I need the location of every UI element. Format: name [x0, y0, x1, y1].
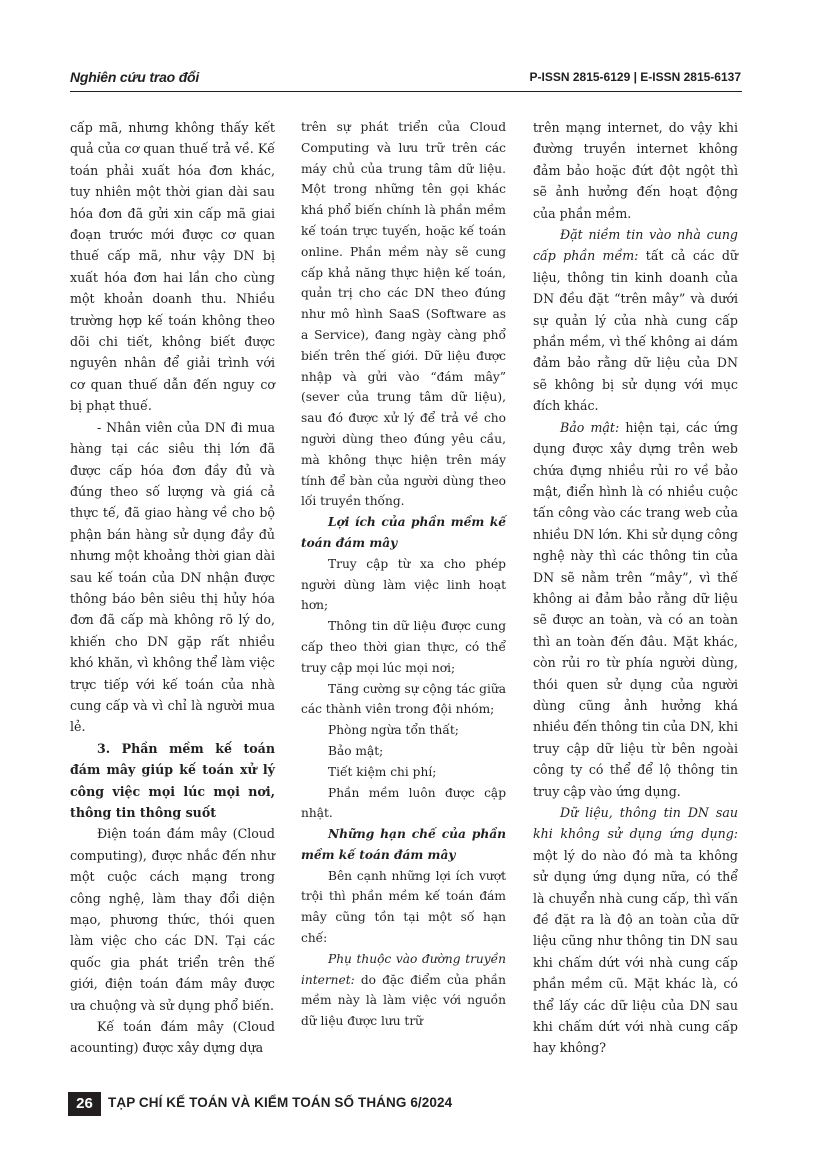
running-header [0, 66, 819, 90]
paragraph: - Nhân viên của DN đi mua hàng tại các siêu thị lớn đã được cấp hóa đơn đầy đủ và đúng theo số lượng và giá cả thực tế, đã giao hàng về cho bộ phận bán hàng sử dụng đầy đủ nhưng một khoảng thời gian dài sau kế toán của DN nhận được thông báo bên siêu thị hủy hóa đơn đã cấp mà không rõ lý do, khiến cho DN gặp rất nhiều khó khăn, vì không thể làm việc trực tiếp với kế toán của nhà cung cấp và vì chỉ là người mua lẻ. [70, 419, 275, 735]
benefit-item: Tăng cường sự cộng tác giữa các thành viên trong đội nhóm; [301, 681, 506, 717]
paragraph: Kế toán đám mây (Cloud acounting) được xây dựng dựa [70, 1019, 275, 1056]
paragraph [301, 949, 506, 1032]
paragraph-body: một lý do nào đó mà ta không sử dụng ứng dụng nữa, có thể là chuyển nhà cung cấp, thì vấn đề đặt ra là độ an toàn của dữ liệu cũng như thông tin DN sau khi chấm dứt với nhà cung cấp phần mềm cũ. Mặt khác là, có thể lấy các dữ liệu của DN sau khi chấm dứt với nhà cung cấp hay không? [533, 847, 738, 1056]
paragraph: trên sự phát triển của Cloud Computing và lưu trữ trên các máy chủ của trung tâm dữ liệu. Một trong những tên gọi khác khá phổ biến chính là phần mềm kế toán trực tuyến, hoặc kế toán online. Phần mềm này sẽ cung cấp khả năng thực hiện kế toán, quản trị cho các DN theo đúng như mô hình SaaS (Software as a Service), đang ngày càng phổ biến trên thế giới. Dữ liệu được nhập và gửi vào “đám mây” (sever của trung tâm dữ liệu), sau đó được xử lý để trả về cho người dùng theo đúng yêu cầu, mà không thực hiện trên máy tính để bàn của người dùng theo lối truyền thống. [301, 120, 506, 509]
benefit-item: Bảo mật; [328, 743, 384, 758]
paragraph: trên mạng internet, do vậy khi đường truyền internet không đảm bảo hoặc đứt đột ngột thì sẽ ảnh hưởng đến hoạt động của phần mềm. [533, 120, 738, 221]
paragraph-lead: Đặt niềm tin vào nhà cung cấp phần mềm: [533, 227, 738, 264]
paragraph-body: hiện tại, các ứng dụng được xây dựng trên web chứa đựng nhiều rủi ro về bảo mật, điển hình là có nhiều cuộc tấn công vào các trang web của nhiều DN lớn. Khi sử dụng công nghệ này thì các thông tin của DN sẽ nằm trên “mây”, vì thế không ai đảm bảo rằng dữ liệu sẽ được an toàn, và có an toàn thì an toàn đến đâu. Mặt khác, còn rủi ro từ phía người dùng, thói quen sử dụng của người dùng cũng ảnh hưởng khá nhiều đến thông tin của DN, khi truy cập dữ liệu từ bên ngoài công ty có thể để lộ thông tin truy cập vào ứng dụng. [533, 419, 739, 799]
section-heading: 3. Phần mềm kế toán đám mây giúp kế toán xử lý công việc mọi lúc mọi nơi, thông tin thông suốt [70, 740, 275, 820]
subheading-benefits: Lợi ích của phần mềm kế toán đám mây [301, 515, 506, 550]
paragraph [533, 417, 738, 802]
benefit-item: Phòng ngừa tổn thất; [328, 723, 459, 738]
paragraph [533, 224, 738, 417]
page-number: 26 [68, 1092, 101, 1116]
paragraph-lead: Bảo mật: [560, 419, 620, 435]
column-2 [301, 117, 506, 1077]
paragraph [533, 802, 738, 1059]
benefit-item: Phần mềm luôn được cập nhật. [301, 785, 506, 821]
paragraph: Bên cạnh những lợi ích vượt trội thì phần mềm kế toán đám mây cũng tồn tại một số hạn chế: [301, 868, 506, 946]
running-footer [0, 1092, 819, 1120]
benefit-item: Truy cập từ xa cho phép người dùng làm việc linh hoạt hơn; [301, 556, 506, 613]
paragraph-body: tất cả các dữ liệu, thông tin kinh doanh của DN đều đặt “trên mây” và dưới sự quản lý của nhà cung cấp phần mềm, vì thế không ai dám đảm bảo rằng dữ liệu của DN sẽ không bị sử dụng với mục đích khác. [533, 248, 739, 414]
paragraph-lead: Dữ liệu, thông tin DN sau khi không sử dụng ứng dụng: [533, 805, 738, 842]
header-rule [70, 91, 742, 92]
paragraph-lead: Phụ thuộc vào đường truyền internet: [301, 951, 506, 987]
issn-label: P-ISSN 2815-6129 | E-ISSN 2815-6137 [529, 70, 741, 84]
paragraph: cấp mã, nhưng không thấy kết quả của cơ quan thuế trả về. Kế toán phải xuất hóa đơn khác, tuy nhiên một thời gian dài sau hóa đơn đã gửi xin cấp mã giai đoạn trước mới được cơ quan thuế cấp mã, như vậy DN bị xuất hóa đơn hai lần cho cùng một khoản doanh thu. Nhiều trường hợp kế toán không theo dõi chi tiết, không biết được nguyên nhân để giải trình với cơ quan thuế dẫn đến nguy cơ bị phạt thuế. [70, 120, 275, 414]
column-1 [70, 117, 275, 1077]
benefit-item: Tiết kiệm chi phí; [328, 764, 437, 779]
section-label: Nghiên cứu trao đổi [70, 69, 200, 85]
paragraph: Điện toán đám mây (Cloud computing), được nhắc đến như một cuộc cách mạng trong công nghệ, làm thay đổi diện mạo, phương thức, thói quen làm việc cho các DN. Tại các quốc gia phát triển trên thế giới, điện toán đám mây được ưa chuộng và sử dụng phổ biến. [70, 826, 275, 1013]
subheading-limitations: Những hạn chế của phần mềm kế toán đám mây [301, 827, 506, 862]
journal-title: TẠP CHÍ KẾ TOÁN VÀ KIỂM TOÁN SỐ THÁNG 6/2024 [108, 1095, 453, 1110]
paragraph-body: do đặc điểm của phần mềm này là làm việc với nguồn dữ liệu được lưu trữ [301, 972, 506, 1029]
column-3 [533, 117, 738, 1077]
benefit-item: Thông tin dữ liệu được cung cấp theo thời gian thực, có thể truy cập mọi lúc mọi nơi; [301, 619, 506, 675]
